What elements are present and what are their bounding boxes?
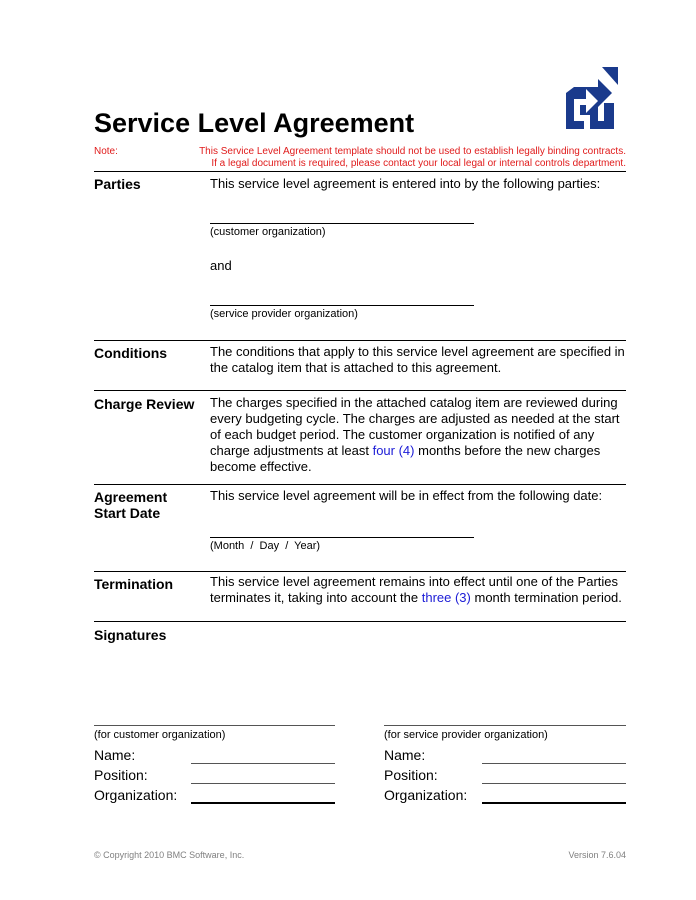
customer-organization-sign-line[interactable] <box>191 802 335 804</box>
note-label: Note: <box>94 146 118 157</box>
provider-organization-caption: (service provider organization) <box>210 308 358 320</box>
footer-version: Version 7.6.04 <box>568 850 626 860</box>
customer-signature-caption: (for customer organization) <box>94 729 226 741</box>
termination-period: three (3) <box>421 590 471 605</box>
charge-review-label: Charge Review <box>94 396 195 412</box>
provider-name-line[interactable] <box>482 763 626 764</box>
customer-position-line[interactable] <box>191 783 335 784</box>
section-divider <box>94 621 626 622</box>
customer-organization-label: Organization: <box>94 787 178 803</box>
customer-position-label: Position: <box>94 767 148 783</box>
section-divider <box>94 571 626 572</box>
bmc-refresh-arrows-logo-icon <box>556 63 622 139</box>
customer-name-label: Name: <box>94 747 136 763</box>
note-text <box>199 146 626 170</box>
customer-name-line[interactable] <box>191 763 335 764</box>
conditions-label: Conditions <box>94 345 168 361</box>
signatures-label: Signatures <box>94 627 167 643</box>
provider-organization-sign-line[interactable] <box>482 802 626 804</box>
section-divider <box>94 171 626 172</box>
document-title: Service Level Agreement <box>94 108 415 138</box>
footer-copyright: © Copyright 2010 BMC Software, Inc. <box>94 850 245 860</box>
start-date-label: Agreement Start Date <box>94 489 168 521</box>
provider-organization-line[interactable] <box>210 305 474 306</box>
start-date-line[interactable] <box>210 537 474 538</box>
note-line-1: This Service Level Agreement template should not be used to establish legally binding contracts. <box>199 146 626 157</box>
section-divider <box>94 484 626 485</box>
provider-organization-label: Organization: <box>384 787 468 803</box>
charge-review-text: The charges specified in the attached catalog item are reviewed during every budgeting cycle. The charges are adjusted as needed at the start of each budget period. The customer organization is notified of any charge adjustments at least four (4) months before the new charges become effective. <box>210 395 620 474</box>
termination-label: Termination <box>94 576 174 592</box>
section-divider <box>94 340 626 341</box>
section-divider <box>94 390 626 391</box>
termination-text: This service level agreement remains into effect until one of the Parties terminates it, taking into account the three (3) month termination period. <box>210 574 622 605</box>
customer-organization-line[interactable] <box>210 223 474 224</box>
parties-intro: This service level agreement is entered into by the following parties: <box>210 176 601 191</box>
charge-notice-period: four (4) <box>372 443 415 458</box>
start-date-intro: This service level agreement will be in effect from the following date: <box>210 488 603 503</box>
start-date-caption: (Month / Day / Year) <box>210 540 321 552</box>
parties-label: Parties <box>94 176 141 192</box>
conditions-text: The conditions that apply to this service level agreement are specified in the catalog item that is attached to this agreement. <box>210 344 625 375</box>
parties-and: and <box>210 258 232 273</box>
provider-name-label: Name: <box>384 747 426 763</box>
provider-position-label: Position: <box>384 767 438 783</box>
note-line-2: If a legal document is required, please contact your local legal or internal controls department. <box>211 158 626 169</box>
provider-signature-line[interactable] <box>384 725 626 726</box>
provider-position-line[interactable] <box>482 783 626 784</box>
provider-signature-caption: (for service provider organization) <box>384 729 548 741</box>
customer-signature-line[interactable] <box>94 725 335 726</box>
customer-organization-caption: (customer organization) <box>210 226 326 238</box>
